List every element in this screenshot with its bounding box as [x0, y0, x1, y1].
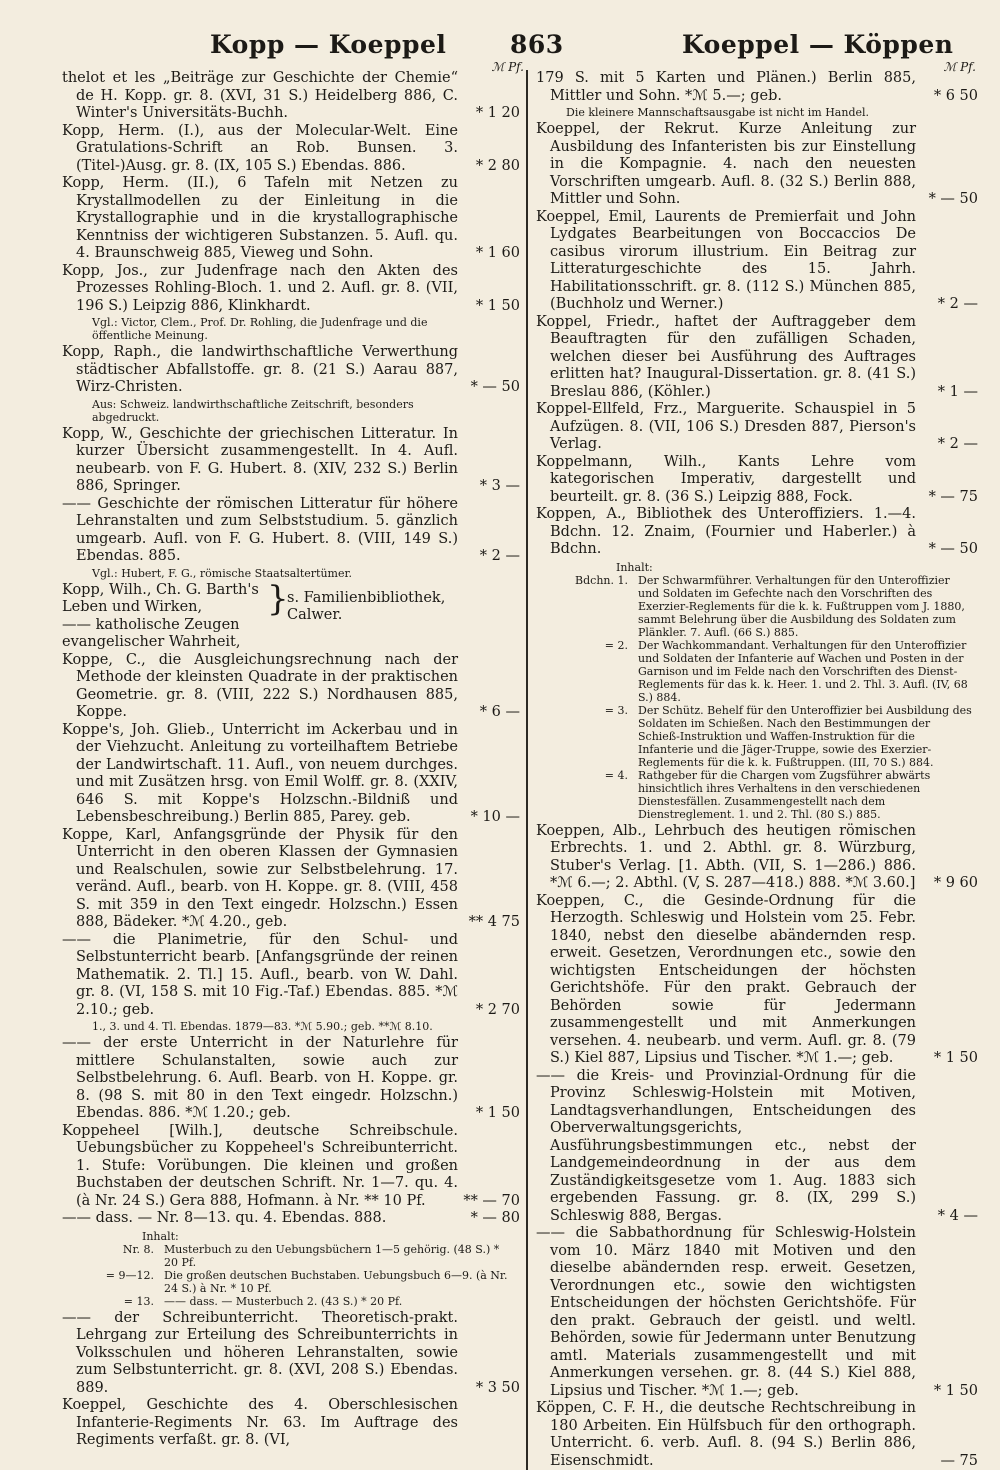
- entry-price: * — 80: [471, 1210, 520, 1228]
- list-item: Kopp, W., Geschichte der griechischen Litteratur. In kurzer Übersicht zusammengestellt. In 4. Aufl. neubearb. von F. G. Hubert. 8. (XIV, 232 S.) Berlin 886, Springer. * 3 —: [62, 426, 520, 496]
- entry-price: * 1 50: [476, 1105, 520, 1123]
- entry-price: * 2 —: [480, 548, 520, 566]
- right-column: [528, 70, 978, 1470]
- entry-price: * 1 60: [476, 245, 520, 263]
- contents-row: = 3. Der Schütz. Behelf für den Unteroffizier bei Ausbildung des Soldaten im Schießen. Nach den Bestimmungen der Schieß-Instruktion und Waffen-Instruktion für die Infanterie und die Jäger-Truppe, sowie des Exerzier-Reglements für die k. k. Fußtruppen. (III, 70 S.) 884.: [536, 704, 972, 769]
- family-library-block: [62, 582, 520, 652]
- header-right: Koeppel — Köppen: [682, 30, 953, 59]
- price-column-label: ℳ Pf.: [491, 60, 524, 74]
- contents-list: [536, 561, 978, 821]
- entry-price: * 1 20: [476, 105, 520, 123]
- entry-price: * 6 —: [480, 704, 520, 722]
- entry-price: * 2 —: [938, 436, 978, 454]
- list-item: Koeppen, C., die Gesinde-Ordnung für die Herzogth. Schleswig und Holstein vom 25. Febr. 1840, nebst den dieselbe abändernden resp. erweit. Gesetzen, Verordnungen etc., sowie den wichtigsten Entscheidungen der höchsten Gerichtshöfe. Für den prakt. Gebrauch der Behörden sowie für Jedermann zusammengestellt und mit Anmerkungen versehen. 4. neubearb. und verm. Aufl. gr. 8. (79 S.) Kiel 887, Lipsius und Tischer. *ℳ 1.—; geb. * 1 50: [536, 893, 978, 1068]
- columns: [62, 70, 978, 1470]
- entry-price: * 1 50: [476, 298, 520, 316]
- entry-price: * 6 50: [934, 88, 978, 106]
- contents-row: = 2. Der Wachkommandant. Verhaltungen für den Unteroffizier und Soldaten der Infanterie auf Wachen und Posten in der Garnison und im Felde nach den Vorschriften des Dienst-Reglements für das k. k. Heer. 1. und 2. Thl. 3. Aufl. (IV, 68 S.) 884.: [536, 639, 972, 704]
- entry-price: * — 75: [929, 489, 978, 507]
- entry-price: * 4 —: [938, 1208, 978, 1226]
- list-item: thelot et les „Beiträge zur Geschichte der Chemie“ de H. Kopp. gr. 8. (XVI, 31 S.) Heidelberg 886, C. Winter's Universitäts-Buchh. * 1 20: [62, 70, 520, 123]
- list-item: Koppeheel [Wilh.], deutsche Schreibschule. Uebungsbücher zu Koppeheel's Schreibunterricht. 1. Stufe: Vorübungen. Die kleinen und großen Buchstaben der deutschen Schrift. Nr. 1—7. qu. 4. (à Nr. 24 S.) Gera 888, Hofmann. à Nr. ** 10 Pf. ** — 70: [62, 1123, 520, 1211]
- list-item: Koppen, A., Bibliothek des Unteroffiziers. 1.—4. Bdchn. 12. Znaim, (Fournier und Haberler.) à Bdchn. * — 50: [536, 506, 978, 559]
- list-item: Koppe, Karl, Anfangsgründe der Physik für den Unterricht in den oberen Klassen der Gymnasien und Realschulen, sowie zur Selbstbelehrung. 17. veränd. Aufl., bearb. von H. Koppe. gr. 8. (VIII, 458 S. mit 359 in den Text eingedr. Holzschn.) Essen 888, Bädeker. *ℳ 4.20., geb. ** 4 75: [62, 827, 520, 932]
- family-entry-1: Kopp, Wilh., Ch. G. Barth's Leben und Wirken,: [62, 582, 267, 617]
- contents-title: Inhalt:: [536, 561, 972, 574]
- entry-price: * 3 —: [480, 478, 520, 496]
- entry-price: * 1 50: [934, 1383, 978, 1401]
- list-item: Köppen, C. F. H., die deutsche Rechtschreibung in 180 Arbeiten. Ein Hülfsbuch für den orthograph. Unterricht. 6. verb. Aufl. 8. (94 S.) Berlin 886, Eisenschmidt. — 75: [536, 1400, 978, 1470]
- list-item: Kopp, Herm. (II.), 6 Tafeln mit Netzen zu Krystallmodellen zu der Einleitung in die Krystallographie und in die krystallographische Kenntniss der wichtigeren Substanzen. 5. Aufl. qu. 4. Braunschweig 885, Vieweg und Sohn. * 1 60: [62, 175, 520, 263]
- contents-row: Bdchn. 1. Der Schwarmführer. Verhaltungen für den Unteroffizier und Soldaten im Gefechte nach den Vorschriften des Exerzier-Reglements für die k. k. Fußtruppen vom J. 1880, sammt Belehrung über die Ausbildung des Soldaten zum Plänkler. 7. Aufl. (66 S.) 885.: [536, 574, 972, 639]
- list-item: 179 S. mit 5 Karten und Plänen.) Berlin 885, Mittler und Sohn. *ℳ 5.—; geb. * 6 50: [536, 70, 978, 105]
- family-reference: s. Familienbibliothek, Calwer.: [287, 582, 458, 652]
- list-item: —— der Schreibunterricht. Theoretisch-prakt. Lehrgang zur Erteilung des Schreibunterrichts in Volksschulen und höheren Lehranstalten, sowie zum Selbstunterricht. gr. 8. (XVI, 208 S.) Ebendas. 889. * 3 50: [62, 1310, 520, 1398]
- page-number: 863: [510, 30, 564, 59]
- list-item: Koeppel, Geschichte des 4. Oberschlesischen Infanterie-Regiments Nr. 63. Im Auftrage des Regiments verfaßt. gr. 8. (VI,: [62, 1397, 520, 1450]
- contents-title: Inhalt:: [62, 1230, 514, 1243]
- entry-price: ** 4 75: [469, 914, 520, 932]
- list-item: Koppe's, Joh. Glieb., Unterricht im Ackerbau und in der Viehzucht. Anleitung zu vorteilhaftem Betriebe der Landwirtschaft. 11. Aufl., von neuem durchges. und mit Zusätzen hrsg. von Emil Wolff. gr. 8. (XXIV, 646 S. mit Koppe's Holzschn.-Bildniß und Lebensbeschreibung.) Berlin 885, Parey. geb. * 10 —: [62, 722, 520, 827]
- list-item: Koppe, C., die Ausgleichungsrechnung nach der Methode der kleinsten Quadrate in der praktischen Geometrie. gr. 8. (VIII, 222 S.) Nordhausen 885, Koppe. * 6 —: [62, 652, 520, 722]
- entry-price: * 10 —: [471, 809, 520, 827]
- list-item: Koppel-Ellfeld, Frz., Marguerite. Schauspiel in 5 Aufzügen. 8. (VII, 106 S.) Dresden 887, Pierson's Verlag. * 2 —: [536, 401, 978, 454]
- list-item: —— die Sabbathordnung für Schleswig-Holstein vom 10. März 1840 mit Motiven und den dieselbe abändernden resp. erweit. Gesetzen, Verordnungen etc., sowie den wichtigsten Entscheidungen der höchsten Gerichtshöfe. Für den prakt. Gebrauch der geistl. und weltl. Behörden, sowie für Jedermann unter Benutzung amtl. Materials zusammengestellt und mit Anmerkungen versehen. gr. 8. (44 S.) Kiel 888, Lipsius und Tischer. *ℳ 1.—; geb. * 1 50: [536, 1225, 978, 1400]
- entry-price: * 2 70: [476, 1002, 520, 1020]
- entry-price: ** — 70: [463, 1193, 520, 1211]
- list-item: —— der erste Unterricht in der Naturlehre für mittlere Schulanstalten, sowie auch zur Selbstbelehrung. 6. Aufl. Bearb. von H. Koppe. gr. 8. (98 S. mit 80 in den Text eingedr. Holzschn.) Ebendas. 886. *ℳ 1.20.; geb. * 1 50: [62, 1035, 520, 1123]
- list-item: Koppel, Friedr., haftet der Auftraggeber dem Beauftragten für den zufälligen Schaden, welchen dieser bei Ausführung des Auftrages erlitten hat? Inaugural-Dissertation. gr. 8. (41 S.) Breslau 886, (Köhler.) * 1 —: [536, 314, 978, 402]
- entry-price: * 3 50: [476, 1380, 520, 1398]
- entry-note: 1., 3. und 4. Tl. Ebendas. 1879—83. *ℳ 5.90.; geb. **ℳ 8.10.: [62, 1020, 520, 1033]
- entry-price: * — 50: [929, 191, 978, 209]
- header-left: Kopp — Koeppel: [210, 30, 446, 59]
- contents-list: [62, 1230, 520, 1308]
- entry-price: * — 50: [929, 541, 978, 559]
- contents-row: = 13. —— dass. — Musterbuch 2. (43 S.) * 20 Pf.: [62, 1295, 514, 1308]
- list-item: —— Geschichte der römischen Litteratur für höhere Lehranstalten und zum Selbststudium. 5. gänzlich umgearb. Aufl. von F. G. Hubert. 8. (VIII, 149 S.) Ebendas. 885. * 2 —: [62, 496, 520, 566]
- list-item: —— die Planimetrie, für den Schul- und Selbstunterricht bearb. [Anfangsgründe der reinen Mathematik. 2. Tl.] 15. Aufl., bearb. von W. Dahl. gr. 8. (VI, 158 S. mit 10 Fig.-Taf.) Ebendas. 885. *ℳ 2.10.; geb. * 2 70: [62, 932, 520, 1020]
- list-item: Koeppel, der Rekrut. Kurze Anleitung zur Ausbildung des Infanteristen bis zur Einstellung in die Kompagnie. 4. nach den neuesten Vorschriften umgearb. Aufl. 8. (32 S.) Berlin 888, Mittler und Sohn. * — 50: [536, 121, 978, 209]
- entry-price: * 1 50: [934, 1050, 978, 1068]
- brace-glyph: }: [267, 582, 287, 652]
- contents-row: = 4. Rathgeber für die Chargen vom Zugsführer abwärts hinsichtlich ihres Verhaltens in den verschiedenen Dienstesfällen. Zusammengestellt nach dem Dienstreglement. 1. und 2. Thl. (80 S.) 885.: [536, 769, 972, 821]
- entry-note: Vgl.: Victor, Clem., Prof. Dr. Rohling, die Judenfrage und die öffentliche Meinung.: [62, 316, 520, 342]
- contents-row: Nr. 8. Musterbuch zu den Uebungsbüchern 1—5 gehörig. (48 S.) * 20 Pf.: [62, 1243, 514, 1269]
- list-item: —— die Kreis- und Provinzial-Ordnung für die Provinz Schleswig-Holstein mit Motiven, Landtagsverhandlungen, Entscheidungen des Oberverwaltungsgerichts, Ausführungsbestimmungen etc., nebst der Landgemeindeordnung in der aus dem Zuständigkeitsgesetze vom 1. Aug. 1883 sich ergebenden Fassung. gr. 8. (IX, 299 S.) Schleswig 888, Bergas. * 4 —: [536, 1068, 978, 1226]
- family-entry-2: —— katholische Zeugen evangelischer Wahrheit,: [62, 617, 267, 652]
- entry-price: * — 50: [471, 379, 520, 397]
- list-item: Kopp, Herm. (I.), aus der Molecular-Welt. Eine Gratulations-Schrift an Rob. Bunsen. 3. (Titel-)Ausg. gr. 8. (IX, 105 S.) Ebendas. 886. * 2 80: [62, 123, 520, 176]
- list-item: Kopp, Jos., zur Judenfrage nach den Akten des Prozesses Rohling-Bloch. 1. und 2. Aufl. gr. 8. (VII, 196 S.) Leipzig 886, Klinkhardt. * 1 50: [62, 263, 520, 316]
- price-column-label: ℳ Pf.: [943, 60, 976, 74]
- entry-note: Vgl.: Hubert, F. G., römische Staatsaltertümer.: [62, 567, 520, 580]
- entry-price: * 2 —: [938, 296, 978, 314]
- list-item: Koeppen, Alb., Lehrbuch des heutigen römischen Erbrechts. 1. und 2. Abthl. gr. 8. Würzburg, Stuber's Verlag. [1. Abth. (VII, S. 1—286.) 886. *ℳ 6.—; 2. Abthl. (V, S. 287—418.) 888. *ℳ 3.60.] * 9 60: [536, 823, 978, 893]
- entry-price: * 2 80: [476, 158, 520, 176]
- entry-note: Aus: Schweiz. landwirthschaftliche Zeitschrift, besonders abgedruckt.: [62, 398, 520, 424]
- contents-row: = 9—12. Die großen deutschen Buchstaben. Uebungsbuch 6—9. (à Nr. 24 S.) à Nr. * 10 Pf.: [62, 1269, 514, 1295]
- entry-note: Die kleinere Mannschaftsausgabe ist nicht im Handel.: [536, 106, 978, 119]
- left-column: [62, 70, 528, 1470]
- entry-price: * 9 60: [934, 875, 978, 893]
- list-item: Koeppel, Emil, Laurents de Premierfait und John Lydgates Bearbeitungen von Boccaccios De casibus virorum illustrium. Ein Beitrag zur Litteraturgeschichte des 15. Jahrh. Habilitationsschrift. gr. 8. (112 S.) München 885, (Buchholz und Werner.) * 2 —: [536, 209, 978, 314]
- list-item: Kopp, Raph., die landwirthschaftliche Verwerthung städtischer Abfallstoffe. gr. 8. (21 S.) Aarau 887, Wirz-Christen. * — 50: [62, 344, 520, 397]
- list-item: —— dass. — Nr. 8—13. qu. 4. Ebendas. 888. * — 80: [62, 1210, 520, 1228]
- list-item: Koppelmann, Wilh., Kants Lehre vom kategorischen Imperativ, dargestellt und beurteilt. gr. 8. (36 S.) Leipzig 888, Fock. * — 75: [536, 454, 978, 507]
- entry-price: — 75: [940, 1453, 978, 1470]
- entry-price: * 1 —: [938, 384, 978, 402]
